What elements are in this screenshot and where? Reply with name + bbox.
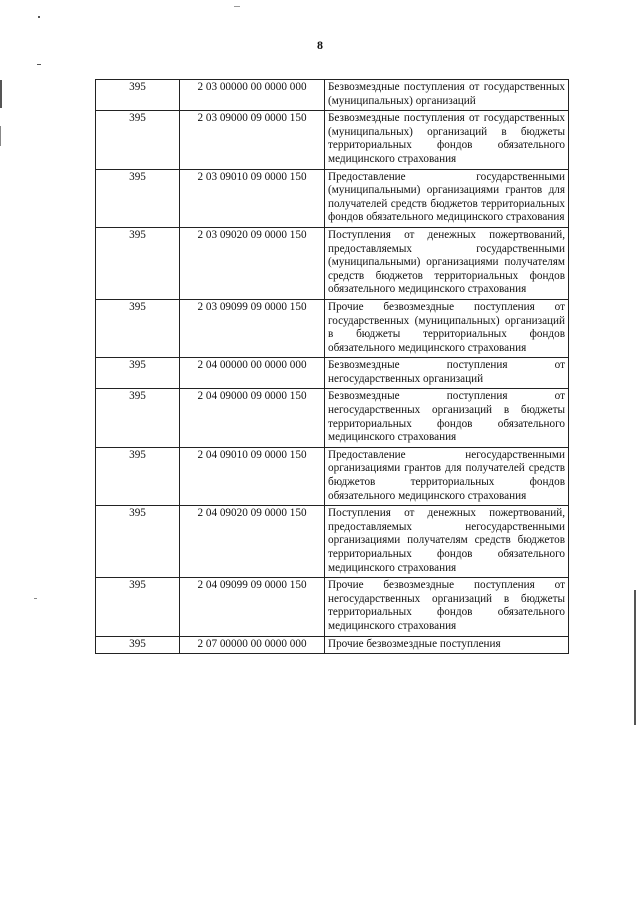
page-number: 8 bbox=[317, 38, 323, 52]
budget-code-cell: 2 03 09099 09 0000 150 bbox=[180, 299, 325, 357]
income-name-cell: Безвозмездные поступления от государственных (муниципальных) организаций bbox=[325, 80, 569, 111]
table-row bbox=[96, 227, 569, 299]
table-row bbox=[96, 389, 569, 447]
income-name-cell: Безвозмездные поступления от негосударственных организаций в бюджеты территориальных фондов обязательного медицинского страхования bbox=[325, 389, 569, 447]
admin-code-cell: 395 bbox=[96, 80, 180, 111]
budget-code-cell: 2 04 09020 09 0000 150 bbox=[180, 506, 325, 578]
admin-code-cell: 395 bbox=[96, 227, 180, 299]
budget-code-cell: 2 04 09000 09 0000 150 bbox=[180, 389, 325, 447]
admin-code-cell: 395 bbox=[96, 111, 180, 169]
income-name-cell: Безвозмездные поступления от государственных (муниципальных) организаций в бюджеты территориальных фондов обязательного медицинского страхования bbox=[325, 111, 569, 169]
scan-mark bbox=[0, 126, 1, 146]
table-row bbox=[96, 636, 569, 654]
budget-codes-table bbox=[95, 79, 569, 654]
budget-code-cell: 2 04 09010 09 0000 150 bbox=[180, 447, 325, 505]
budget-code-cell: 2 03 09020 09 0000 150 bbox=[180, 227, 325, 299]
table-row bbox=[96, 506, 569, 578]
income-name-cell: Прочие безвозмездные поступления bbox=[325, 636, 569, 654]
table-row bbox=[96, 80, 569, 111]
income-name-cell: Предоставление государственными (муниципальными) организациями грантов для получателей средств бюджетов территориальных фондов обязательного медицинского страхования bbox=[325, 169, 569, 227]
admin-code-cell: 395 bbox=[96, 169, 180, 227]
budget-code-cell: 2 07 00000 00 0000 000 bbox=[180, 636, 325, 654]
income-name-cell: Безвозмездные поступления от негосударственных организаций bbox=[325, 358, 569, 389]
admin-code-cell: 395 bbox=[96, 578, 180, 636]
table-row bbox=[96, 111, 569, 169]
table-row bbox=[96, 358, 569, 389]
admin-code-cell: 395 bbox=[96, 389, 180, 447]
income-name-cell: Прочие безвозмездные поступления от государственных (муниципальных) организаций в бюджеты территориальных фондов обязательного медицинского страхования bbox=[325, 299, 569, 357]
table-row bbox=[96, 447, 569, 505]
scan-mark bbox=[234, 6, 240, 7]
budget-code-cell: 2 04 00000 00 0000 000 bbox=[180, 358, 325, 389]
scan-mark bbox=[34, 598, 37, 599]
table-row bbox=[96, 299, 569, 357]
scan-mark bbox=[634, 590, 636, 725]
admin-code-cell: 395 bbox=[96, 447, 180, 505]
budget-code-cell: 2 03 09010 09 0000 150 bbox=[180, 169, 325, 227]
admin-code-cell: 395 bbox=[96, 358, 180, 389]
admin-code-cell: 395 bbox=[96, 299, 180, 357]
scan-mark bbox=[38, 16, 40, 18]
income-name-cell: Поступления от денежных пожертвований, предоставляемых негосударственными организациями получателям средств бюджетов территориальных фондов обязательного медицинского страхования bbox=[325, 506, 569, 578]
admin-code-cell: 395 bbox=[96, 506, 180, 578]
income-name-cell: Прочие безвозмездные поступления от негосударственных организаций в бюджеты территориальных фондов обязательного медицинского страхования bbox=[325, 578, 569, 636]
scan-mark bbox=[37, 64, 41, 65]
budget-code-cell: 2 03 09000 09 0000 150 bbox=[180, 111, 325, 169]
budget-code-cell: 2 03 00000 00 0000 000 bbox=[180, 80, 325, 111]
table-row bbox=[96, 578, 569, 636]
income-name-cell: Поступления от денежных пожертвований, предоставляемых государственными (муниципальными) организациями получателям средств бюджетов территориальных фондов обязательного медицинского страхования bbox=[325, 227, 569, 299]
table-row bbox=[96, 169, 569, 227]
income-name-cell: Предоставление негосударственными организациями грантов для получателей средств бюджетов территориальных фондов обязательного медицинского страхования bbox=[325, 447, 569, 505]
scan-mark bbox=[0, 80, 2, 108]
budget-code-cell: 2 04 09099 09 0000 150 bbox=[180, 578, 325, 636]
admin-code-cell: 395 bbox=[96, 636, 180, 654]
